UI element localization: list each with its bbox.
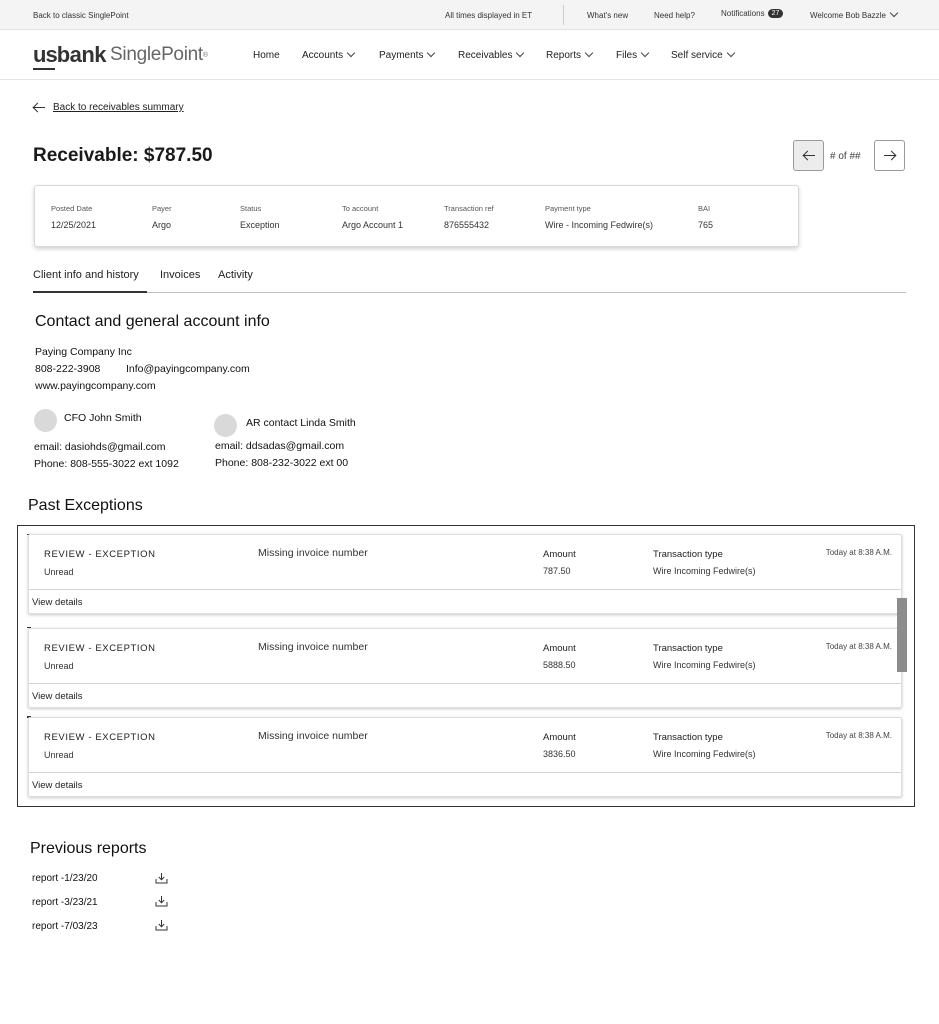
exception-card — [28, 717, 902, 797]
summary-to-account — [342, 204, 403, 230]
exception-type-label: Transaction type — [653, 732, 723, 743]
exception-status: REVIEW - EXCEPTION — [44, 732, 156, 743]
exception-reason: Missing invoice number — [258, 641, 368, 653]
chevron-down-icon — [585, 49, 593, 57]
report-link[interactable]: report -3/23/21 — [32, 897, 98, 908]
whats-new-link[interactable]: What's new — [587, 11, 629, 20]
exception-time: Today at 8:38 A.M. — [825, 548, 892, 557]
nav-reports[interactable] — [546, 50, 592, 61]
exception-status: REVIEW - EXCEPTION — [44, 643, 156, 654]
logo-bank: bank — [56, 42, 107, 67]
chevron-down-icon — [890, 9, 898, 17]
summary-transaction-ref — [444, 204, 494, 230]
previous-receivable-button[interactable] — [793, 140, 824, 171]
receivable-summary-card — [34, 185, 799, 247]
nav-payments-label: Payments — [379, 50, 424, 61]
contact-name: AR contact Linda Smith — [246, 417, 356, 429]
report-link[interactable]: report -1/23/20 — [32, 873, 98, 884]
page-title: Receivable: $787.50 — [33, 145, 213, 166]
view-details-link[interactable]: View details — [32, 780, 83, 791]
summary-bai — [698, 204, 713, 230]
back-to-summary-link[interactable] — [33, 102, 184, 113]
exception-read-state: Unread — [44, 567, 74, 577]
nav-home[interactable]: Home — [253, 50, 280, 61]
exception-read-state: Unread — [44, 750, 74, 760]
nav-files[interactable] — [616, 50, 648, 61]
past-exceptions-list[interactable] — [17, 525, 915, 807]
exception-amount-label: Amount — [543, 643, 576, 654]
user-menu[interactable] — [810, 10, 897, 20]
utility-bar — [0, 0, 939, 30]
company-phone: 808-222-3908 — [35, 363, 101, 375]
avatar — [34, 409, 57, 432]
nav-payments[interactable] — [379, 50, 434, 61]
exception-amount-label: Amount — [543, 732, 576, 743]
contact-email: email: ddsadas@gmail.com — [215, 440, 345, 452]
detail-tabs — [33, 262, 906, 293]
download-icon[interactable] — [155, 919, 168, 931]
summary-value: 876555432 — [444, 220, 490, 230]
summary-value: Exception — [240, 220, 280, 230]
arrow-right-icon — [884, 151, 896, 161]
summary-status — [240, 204, 280, 230]
nav-receivables-label: Receivables — [458, 50, 513, 61]
nav-accounts[interactable] — [302, 50, 354, 61]
notifications-label: Notifications — [721, 9, 765, 18]
main-nav — [0, 30, 939, 80]
logo-us: us — [33, 42, 57, 67]
summary-posted-date — [51, 204, 96, 230]
chevron-down-icon — [641, 49, 649, 57]
view-details-link[interactable]: View details — [32, 691, 83, 702]
avatar — [214, 414, 237, 437]
tab-activity[interactable]: Activity — [218, 269, 253, 281]
pager-count: # of ## — [830, 151, 861, 162]
exception-time: Today at 8:38 A.M. — [825, 642, 892, 651]
summary-value: 765 — [698, 220, 714, 230]
card-divider — [29, 683, 901, 684]
past-exceptions-heading: Past Exceptions — [28, 497, 143, 514]
contact-heading: Contact and general account info — [35, 313, 270, 330]
nav-reports-label: Reports — [546, 50, 582, 61]
next-receivable-button[interactable] — [874, 140, 905, 171]
tab-client-info[interactable]: Client info and history — [33, 269, 139, 281]
nav-accounts-label: Accounts — [302, 50, 344, 61]
chevron-down-icon — [516, 49, 524, 57]
exception-reason: Missing invoice number — [258, 547, 368, 559]
summary-label: To account — [342, 204, 379, 213]
card-divider — [29, 589, 901, 590]
download-icon[interactable] — [155, 872, 168, 884]
nav-receivables[interactable] — [458, 50, 523, 61]
contact-name: CFO John Smith — [64, 412, 142, 424]
arrow-left-icon — [33, 103, 45, 113]
back-to-summary-label: Back to receivables summary — [53, 102, 184, 113]
welcome-text: Welcome Bob Bazzle — [810, 11, 886, 20]
exception-read-state: Unread — [44, 661, 74, 671]
usbank-singlepoint-logo[interactable] — [33, 42, 208, 68]
notifications-link[interactable] — [721, 9, 783, 18]
exception-status: REVIEW - EXCEPTION — [44, 549, 156, 560]
contact-phone: Phone: 808-555-3022 ext 1092 — [34, 458, 179, 470]
summary-label: BAI — [698, 204, 711, 213]
summary-value: Argo — [152, 220, 172, 230]
summary-value: 12/25/2021 — [51, 220, 97, 230]
back-to-classic-link[interactable]: Back to classic SinglePoint — [33, 11, 129, 20]
card-divider — [29, 772, 901, 773]
exception-reason: Missing invoice number — [258, 730, 368, 742]
exception-type: Wire Incoming Fedwire(s) — [653, 566, 756, 576]
contact-email: email: dasiohds@gmail.com — [34, 441, 166, 453]
company-email: Info@payingcompany.com — [126, 363, 250, 375]
summary-label: Payment type — [545, 204, 591, 213]
logo-trademark: ® — [202, 51, 209, 59]
nav-files-label: Files — [616, 50, 638, 61]
exception-amount: 787.50 — [543, 566, 571, 576]
exception-type-label: Transaction type — [653, 549, 723, 560]
report-link[interactable]: report -7/03/23 — [32, 921, 98, 932]
exception-card — [28, 534, 902, 614]
download-icon[interactable] — [155, 895, 168, 907]
tab-invoices[interactable]: Invoices — [160, 269, 201, 281]
exception-amount-label: Amount — [543, 549, 576, 560]
view-details-link[interactable]: View details — [32, 597, 83, 608]
chevron-down-icon — [427, 49, 435, 57]
exception-type: Wire Incoming Fedwire(s) — [653, 660, 756, 670]
exception-time: Today at 8:38 A.M. — [825, 731, 892, 740]
chevron-down-icon — [347, 49, 355, 57]
summary-label: Transaction ref — [444, 204, 494, 213]
nav-self-service[interactable] — [671, 50, 734, 61]
summary-value: Argo Account 1 — [342, 220, 404, 230]
notifications-count-badge: 27 — [768, 9, 784, 18]
company-name: Paying Company Inc — [35, 346, 132, 358]
exception-amount: 3836.50 — [543, 749, 576, 759]
chevron-down-icon — [726, 49, 734, 57]
contact-phone: Phone: 808-232-3022 ext 00 — [215, 457, 349, 469]
summary-label: Payer — [152, 204, 172, 213]
summary-payer — [152, 204, 172, 230]
company-website[interactable]: www.payingcompany.com — [35, 380, 156, 392]
exception-card — [28, 628, 902, 708]
nav-self-service-label: Self service — [671, 50, 723, 61]
active-tab-indicator — [33, 291, 147, 293]
logo-product: SinglePoint — [110, 44, 203, 65]
previous-reports-heading: Previous reports — [30, 840, 147, 857]
need-help-link[interactable]: Need help? — [654, 11, 695, 20]
exception-type: Wire Incoming Fedwire(s) — [653, 749, 756, 759]
arrow-left-icon — [803, 151, 815, 161]
utility-divider — [563, 5, 564, 25]
exception-type-label: Transaction type — [653, 643, 723, 654]
scrollbar-thumb[interactable] — [897, 598, 907, 672]
summary-label: Status — [240, 204, 262, 213]
summary-value: Wire - Incoming Fedwire(s) — [545, 220, 654, 230]
summary-label: Posted Date — [51, 204, 93, 213]
summary-payment-type — [545, 204, 653, 230]
timezone-note: All times displayed in ET — [445, 11, 533, 20]
exception-amount: 5888.50 — [543, 660, 576, 670]
